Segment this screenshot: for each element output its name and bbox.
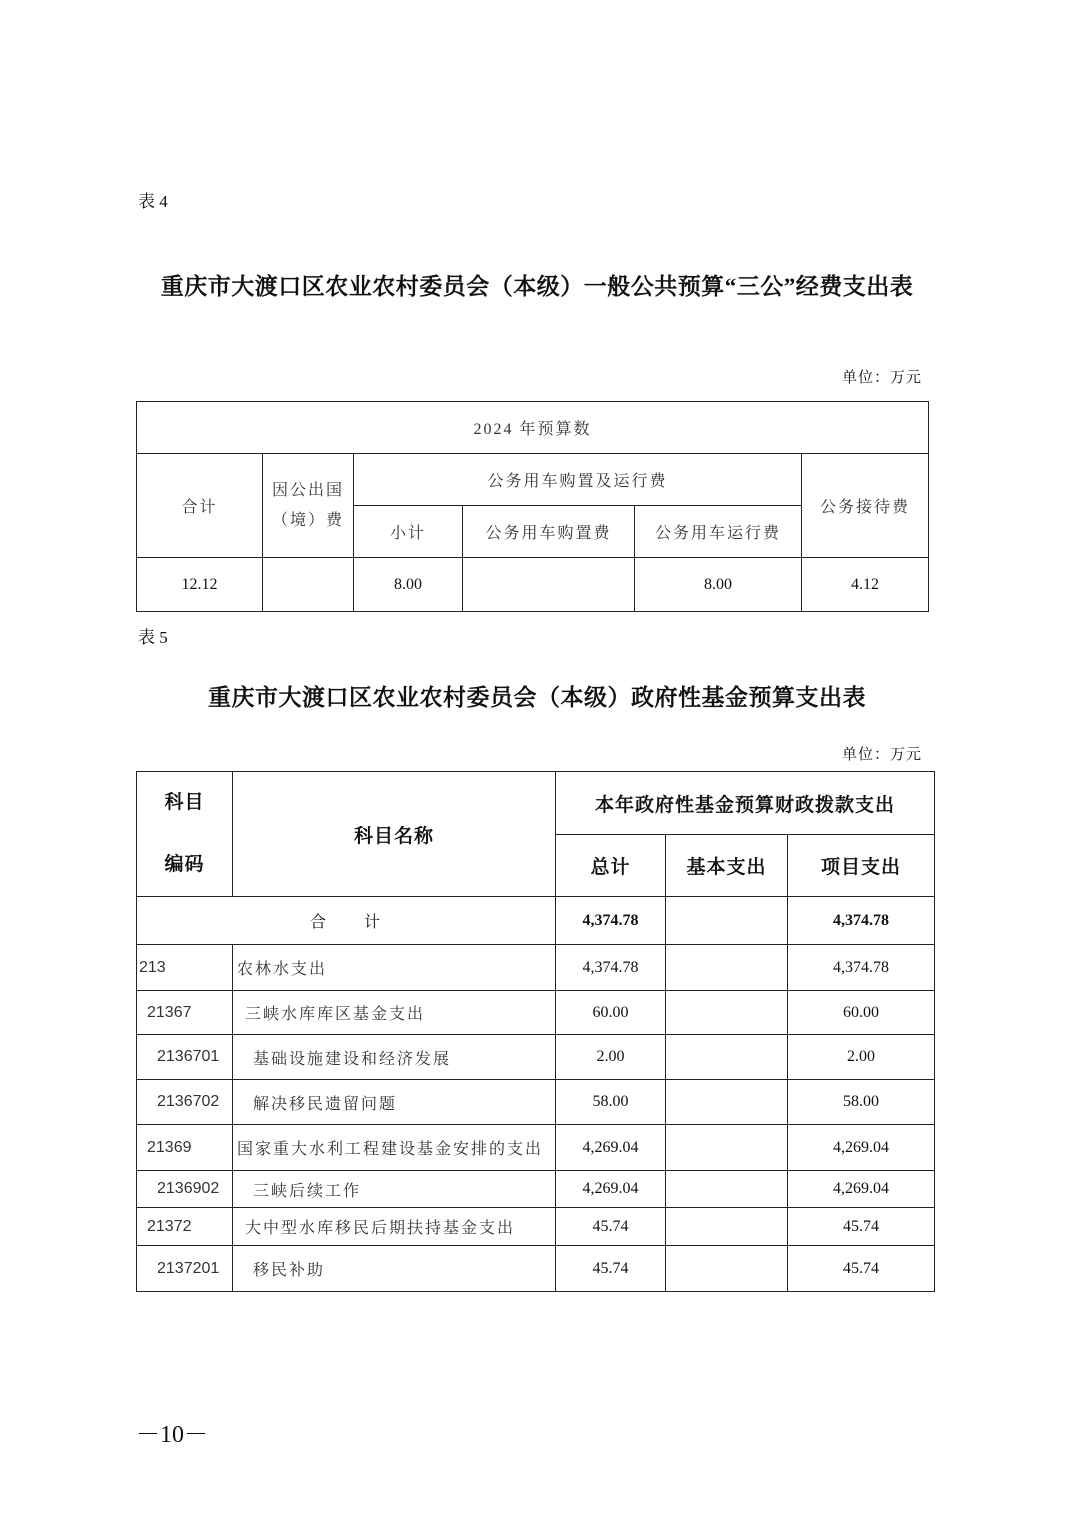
table5-title: 重庆市大渡口区农业农村委员会（本级）政府性基金预算支出表 [208, 685, 866, 710]
cell-project: 58.00 [788, 1080, 935, 1125]
three-public-expenses-table [136, 401, 929, 612]
table4-unit: 单位：万元 [842, 370, 923, 386]
cell-name: 移民补助 [233, 1246, 556, 1292]
cell-code: 213 [137, 945, 233, 991]
table-row [137, 1208, 935, 1246]
table-row [137, 945, 935, 991]
page-number: －10－ [136, 1422, 208, 1448]
cell-project: 4,269.04 [788, 1171, 935, 1208]
value-abroad [263, 558, 354, 612]
cell-name: 农林水支出 [233, 945, 556, 991]
table4-title: 重庆市大渡口区农业农村委员会（本级）一般公共预算“三公”经费支出表 [160, 274, 914, 299]
sum-project: 4,374.78 [788, 897, 935, 945]
cell-total: 60.00 [556, 991, 666, 1035]
cell-basic [666, 1035, 788, 1080]
table-row [137, 1246, 935, 1292]
cell-total: 45.74 [556, 1246, 666, 1292]
value-car-operation: 8.00 [635, 558, 802, 612]
cell-project: 60.00 [788, 991, 935, 1035]
header-reception: 公务接待费 [802, 454, 929, 558]
header-code [137, 772, 233, 897]
cell-project: 45.74 [788, 1208, 935, 1246]
cell-code: 21372 [137, 1208, 233, 1246]
value-reception: 4.12 [802, 558, 929, 612]
header-car-purchase: 公务用车购置费 [463, 506, 635, 558]
cell-total: 4,374.78 [556, 945, 666, 991]
table4-label: 表 4 [138, 192, 168, 211]
cell-basic [666, 945, 788, 991]
value-total: 12.12 [137, 558, 263, 612]
header-name: 科目名称 [233, 772, 556, 897]
cell-code: 21369 [137, 1125, 233, 1171]
header-total: 总计 [556, 835, 666, 897]
government-fund-table [136, 771, 935, 1292]
cell-code: 2136701 [137, 1035, 233, 1080]
cell-total: 4,269.04 [556, 1125, 666, 1171]
header-project: 项目支出 [788, 835, 935, 897]
cell-project: 45.74 [788, 1246, 935, 1292]
cell-code: 2136702 [137, 1080, 233, 1125]
cell-basic [666, 1080, 788, 1125]
cell-basic [666, 1208, 788, 1246]
cell-total: 45.74 [556, 1208, 666, 1246]
cell-basic [666, 1125, 788, 1171]
cell-project: 4,269.04 [788, 1125, 935, 1171]
cell-name: 三峡后续工作 [233, 1171, 556, 1208]
header-group: 本年政府性基金预算财政拨款支出 [556, 772, 935, 835]
cell-name: 基础设施建设和经济发展 [233, 1035, 556, 1080]
header-basic: 基本支出 [666, 835, 788, 897]
table-row [137, 1035, 935, 1080]
cell-code: 21367 [137, 991, 233, 1035]
header-car-operation: 公务用车运行费 [635, 506, 802, 558]
cell-code: 2136902 [137, 1171, 233, 1208]
header-code-bottom: 编码 [164, 854, 205, 875]
cell-total: 58.00 [556, 1080, 666, 1125]
table-row [137, 1125, 935, 1171]
cell-basic [666, 991, 788, 1035]
table5-label: 表 5 [138, 628, 168, 647]
header-total: 合计 [137, 454, 263, 558]
cell-total: 4,269.04 [556, 1171, 666, 1208]
header-car-group: 公务用车购置及运行费 [354, 454, 802, 506]
cell-name: 国家重大水利工程建设基金安排的支出 [233, 1125, 556, 1171]
cell-name: 三峡水库库区基金支出 [233, 991, 556, 1035]
cell-code: 2137201 [137, 1246, 233, 1292]
sum-row [137, 897, 935, 945]
cell-project: 4,374.78 [788, 945, 935, 991]
cell-name: 解决移民遗留问题 [233, 1080, 556, 1125]
header-subtotal: 小计 [354, 506, 463, 558]
cell-total: 2.00 [556, 1035, 666, 1080]
header-code-top: 科目 [164, 792, 205, 813]
table-row [137, 991, 935, 1035]
sum-label: 合 计 [137, 897, 556, 945]
cell-basic [666, 1246, 788, 1292]
value-car-purchase [463, 558, 635, 612]
sum-total: 4,374.78 [556, 897, 666, 945]
header-budget-year: 2024 年预算数 [137, 402, 929, 454]
cell-project: 2.00 [788, 1035, 935, 1080]
header-abroad: 因公出国（境）费 [263, 454, 354, 558]
sum-basic [666, 897, 788, 945]
table-row [137, 1171, 935, 1208]
table5-unit: 单位：万元 [842, 747, 923, 763]
cell-name: 大中型水库移民后期扶持基金支出 [233, 1208, 556, 1246]
table-row [137, 1080, 935, 1125]
value-subtotal: 8.00 [354, 558, 463, 612]
cell-basic [666, 1171, 788, 1208]
